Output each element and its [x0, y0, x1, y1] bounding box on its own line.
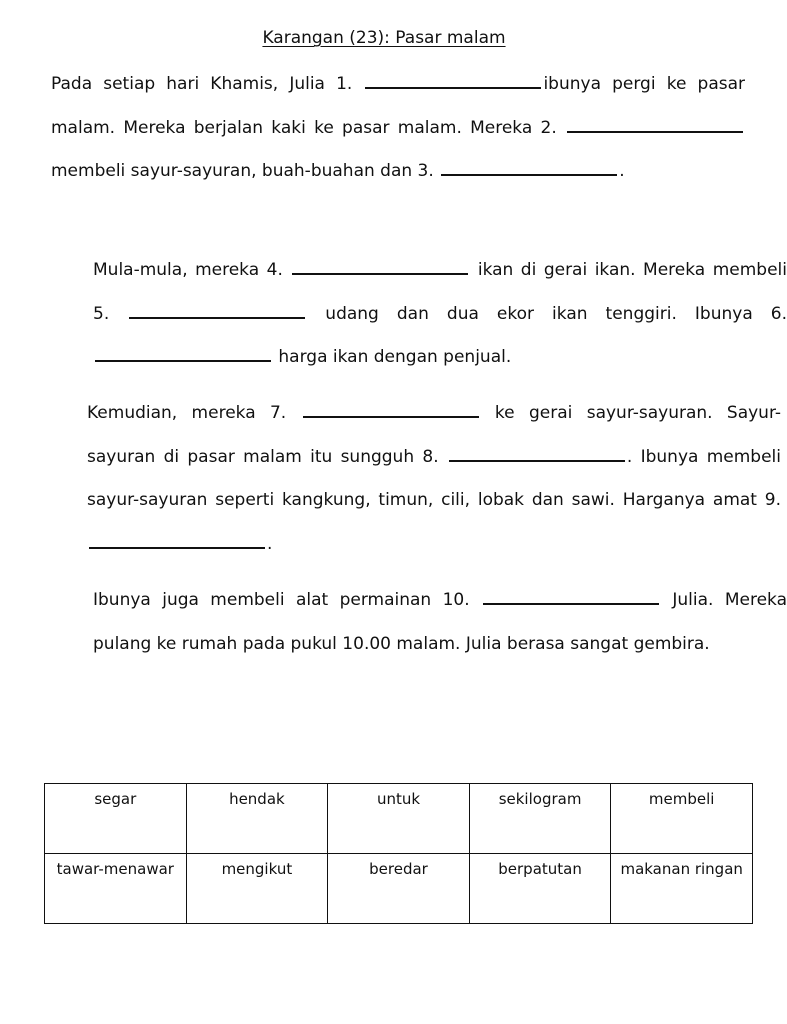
blank-7[interactable] [303, 402, 479, 418]
text-segment: harga ikan dengan penjual. [273, 347, 512, 367]
word-cell: segar [45, 784, 187, 854]
word-cell: mengikut [186, 854, 328, 924]
word-cell: hendak [186, 784, 328, 854]
text-segment: . Ibunya membeli sayur-sayuran seperti kangkung, timun, cili, lobak dan sawi. Harganya amat 9. [87, 446, 781, 510]
word-cell: berpatutan [469, 854, 611, 924]
text-segment: ikan di gerai ikan. Mereka membeli 5. [93, 260, 787, 324]
blank-9[interactable] [89, 533, 265, 549]
blank-1[interactable] [365, 73, 541, 89]
word-cell: beredar [328, 854, 470, 924]
text-segment: Mula-mula, mereka 4. [93, 260, 291, 280]
paragraph-3 [51, 392, 781, 566]
word-cell: tawar-menawar [45, 854, 187, 924]
word-cell: makanan ringan [611, 854, 753, 924]
blank-8[interactable] [449, 446, 625, 462]
word-cell: membeli [611, 784, 753, 854]
text-segment: Ibunya juga membeli alat permainan 10. [93, 590, 481, 610]
word-cell: untuk [328, 784, 470, 854]
blank-10[interactable] [483, 589, 659, 605]
page-title: Karangan (23): Pasar malam [262, 28, 506, 48]
text-segment: Pada setiap hari Khamis, Julia 1. [51, 74, 364, 94]
blank-5[interactable] [129, 303, 305, 319]
blank-6[interactable] [95, 346, 271, 362]
paragraph-4 [51, 579, 787, 666]
blank-4[interactable] [292, 259, 468, 275]
blank-2[interactable] [567, 117, 743, 133]
text-segment: ke gerai sayur-sayuran. Sayur-sayuran di pasar malam itu sungguh 8. [87, 403, 781, 467]
text-segment: Julia. Mereka pulang ke rumah pada pukul 10.00 malam. Julia berasa sangat gembira. [93, 590, 787, 654]
paragraph-1 [51, 63, 745, 194]
blank-3[interactable] [441, 160, 617, 176]
table-row [45, 854, 753, 924]
text-segment: Kemudian, mereka 7. [87, 403, 301, 423]
paragraph-2 [51, 249, 787, 380]
text-segment: . [267, 533, 273, 554]
text-segment: . [619, 161, 625, 181]
text-segment: membeli sayur-sayuran, buah-buahan dan 3. [51, 161, 440, 181]
word-bank-table [44, 783, 753, 924]
word-cell: sekilogram [469, 784, 611, 854]
text-segment: ibunya pergi ke pasar malam. Mereka berjalan kaki ke pasar malam. Mereka 2. [51, 74, 745, 138]
table-row [45, 784, 753, 854]
text-segment: udang dan dua ekor ikan tenggiri. Ibunya 6. [307, 303, 787, 324]
